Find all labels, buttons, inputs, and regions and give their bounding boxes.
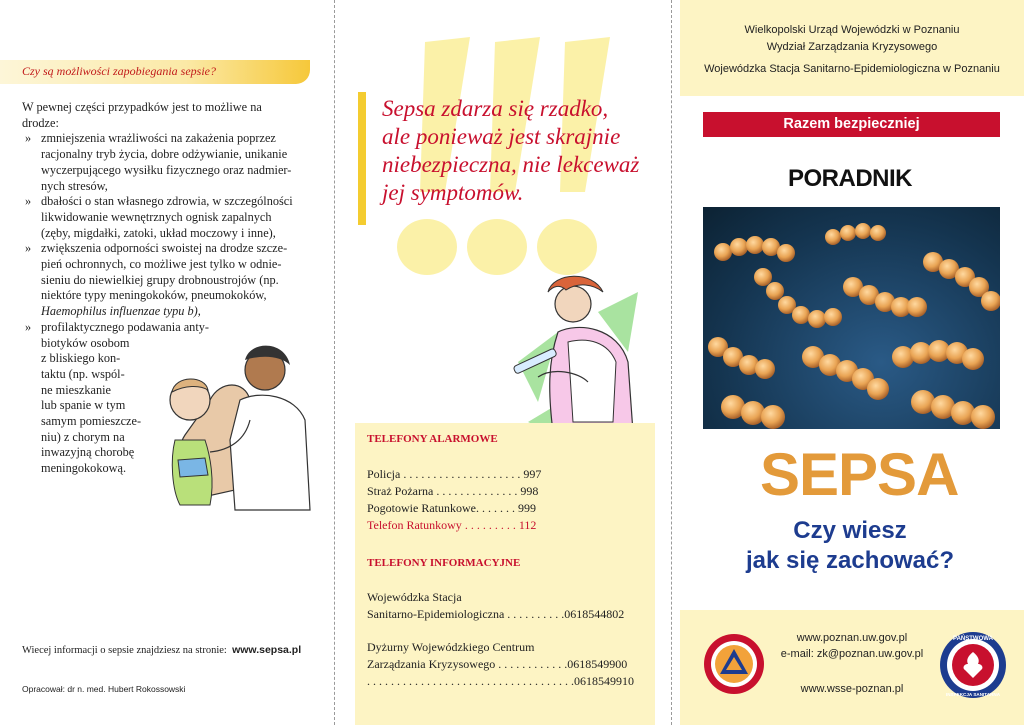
phone-row: Sanitarno-Epidemiologiczna . . . . . . . . . .0618544802: [367, 607, 625, 621]
list-item: » zwiększenia odporności swoistej na drodze szcze- pień ochronnych, co możliwe jest tylko w odnie- sieniu do niewielkiej grupy drobnoustrojów (np. niektóre typy meningokoków, pneumokoków, Haemophilus influenzae typu b),: [22, 241, 312, 320]
brochure-subtitle: Czy wiesz jak się zachować?: [745, 517, 955, 574]
doctor-patient-illustration: [150, 340, 320, 525]
nurse-illustration: [498, 272, 648, 437]
footer-text: Wiecej informacji o sepsie znajdziesz na stronie:: [22, 645, 227, 656]
phone-row: . . . . . . . . . . . . . . . . . . . . . . . . . . . . . . . . . . .0618549910: [367, 674, 634, 688]
quote-accent-bar: [358, 92, 366, 225]
phone-row: Policja . . . . . . . . . . . . . . . . . . . . 997: [367, 467, 542, 481]
intro-line: drodze:: [22, 115, 59, 130]
list-item: » dbałości o stan własnego zdrowia, w szczególności likwidowanie wewnętrznych ognisk zapalnych (zęby, migdałki, zatoki, układ moczowy i inne),: [22, 194, 312, 241]
info-line: Dyżurny Wojewódzkiego Centrum: [367, 640, 535, 654]
slogan-banner: Razem bezpieczniej: [703, 112, 1000, 137]
website-link[interactable]: www.poznan.uw.gov.pl: [796, 632, 908, 644]
website-link[interactable]: www.sepsa.pl: [232, 644, 302, 656]
guide-label: PORADNIK: [787, 165, 912, 192]
info-line: Wojewódzka Stacja: [367, 590, 462, 604]
bacteria-chains-image: [703, 207, 1000, 429]
phone-row: Pogotowie Ratunkowe. . . . . . . 999: [367, 501, 536, 515]
bacteria-photo: [703, 207, 1000, 429]
phone-row: Telefon Ratunkowy . . . . . . . . . 112: [367, 518, 537, 532]
phone-numbers-box: [355, 423, 655, 725]
alarm-phones-heading: TELEFONY ALARMOWE: [367, 433, 498, 445]
org-name: Wojewódzka Stacja Sanitarno-Epidemiologiczna w Poznaniu: [704, 63, 1000, 75]
fold-line-left: [334, 0, 335, 725]
section-heading-bar: [0, 60, 310, 84]
badge-bottom-text: INSPEKCJA SANITARNA: [945, 692, 1001, 697]
intro-line: W pewnej części przypadków jest to możliwe na: [22, 100, 262, 114]
phone-row: Zarządzania Kryzysowego . . . . . . . . . . . .0618549900: [367, 657, 628, 671]
badge-top-text: PAŃSTWOWA: [953, 636, 993, 642]
contact-footer: [680, 610, 1024, 725]
author-credit: Opracował: dr n. med. Hubert Rokossowski: [22, 684, 186, 694]
list-item: » zmniejszenia wrażliwości na zakażenia poprzez racjonalny tryb życia, dobre odżywianie, unikanie wyczerpującego wysiłku fizycznego oraz nadmier- nych stresów,: [22, 131, 312, 194]
alarm-phone-list: [367, 466, 541, 534]
info-phones-heading: TELEFONY INFORMACYJNE: [367, 557, 521, 569]
list-item: » profilaktycznego podawania anty- biotyków osobom z bliskiego kon- taktu (np. wspól- ne mieszkanie lub spanie w tym samym pomieszcze- niu) z chorym na inwazyjną chorobę meningokokową.: [22, 320, 312, 477]
more-info-footer: [22, 644, 301, 656]
email-link[interactable]: e-mail: zk@poznan.uw.gov.pl: [780, 648, 924, 660]
warning-quote: Sepsa zdarza się rzadko, ale ponieważ jest skrajnie niebezpieczna, nie lekceważ jej symptomów.: [382, 96, 640, 205]
org-name: Wielkopolski Urząd Wojewódzki w Poznaniu: [744, 24, 960, 36]
phone-row: Straż Pożarna . . . . . . . . . . . . . . 998: [367, 484, 539, 498]
brochure-title: SEPSA: [760, 441, 959, 508]
org-department: Wydział Zarządzania Kryzysowego: [766, 41, 938, 53]
sanitary-inspection-badge: [938, 630, 1008, 700]
organizations-header: [680, 0, 1024, 96]
info-phone-list: [367, 589, 634, 690]
website-link[interactable]: www.wsse-poznan.pl: [800, 683, 904, 695]
section-heading: Czy są możliwości zapobiegania sepsie?: [22, 64, 216, 78]
